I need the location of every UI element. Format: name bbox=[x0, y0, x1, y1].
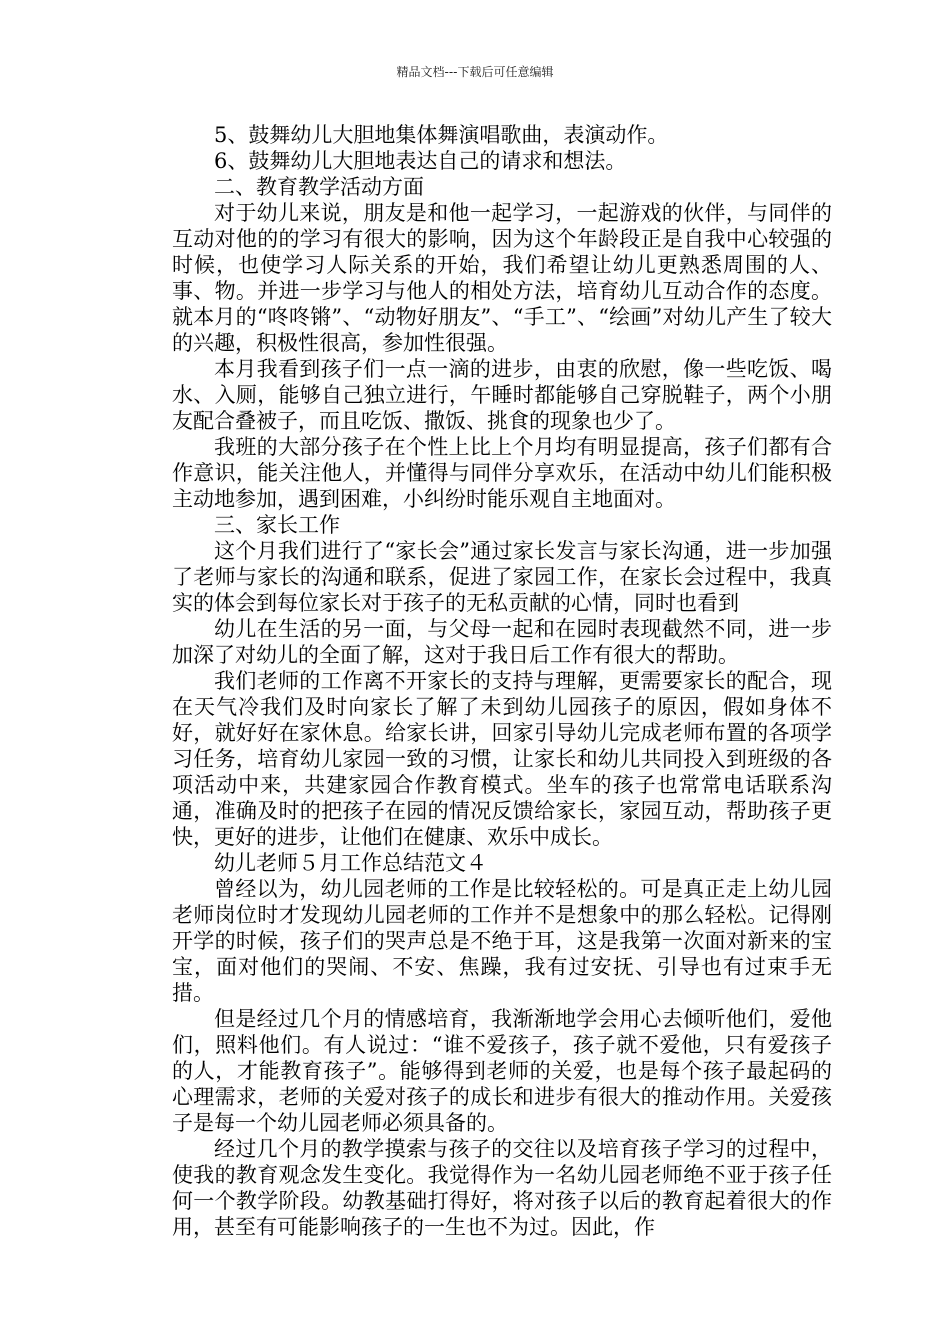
section-heading: 三、家长工作 bbox=[214, 513, 340, 537]
article-title: 幼儿老师５月工作总结范文４ bbox=[214, 851, 487, 875]
paragraph: 但是经过几个月的情感培育，我渐渐地学会用心去倾听他们，爱他们，照料他们。有人说过：“谁不爱孩子，孩子就不爱他，只有爱孩子的人，才能教育孩子”。能够得到老师的关爱，也是每个孩子最起码的心理需求，老师的关爱对孩子的成长和进步有很大的推动作用。关爱孩子是每一个幼儿园老师必须具备的。 bbox=[172, 1007, 832, 1135]
document-body bbox=[172, 122, 832, 1240]
paragraph: 曾经以为，幼儿园老师的工作是比较轻松的。可是真正走上幼儿园老师岗位时才发现幼儿园老师的工作并不是想象中的那么轻松。记得刚开学的时候，孩子们的哭声总是不绝于耳，这是我第一次面对新来的宝宝，面对他们的哭闹、不安、焦躁，我有过安抚、引导也有过束手无措。 bbox=[172, 877, 832, 1005]
section-heading: 二、教育教学活动方面 bbox=[214, 175, 424, 199]
page-header: 精品文档---下载后可任意编辑 bbox=[396, 65, 554, 79]
paragraph: 我班的大部分孩子在个性上比上个月均有明显提高，孩子们都有合作意识，能关注他人，并懂得与同伴分享欢乐，在活动中幼儿们能积极主动地参加，遇到困难，小纠纷时能乐观自主地面对。 bbox=[172, 435, 832, 511]
paragraph: 经过几个月的教学摸索与孩子的交往以及培育孩子学习的过程中，使我的教育观念发生变化。我觉得作为一名幼儿园老师绝不亚于孩子任何一个教学阶段。幼教基础打得好，将对孩子以后的教育起着很大的作用，甚至有可能影响孩子的一生也不为过。因此，作 bbox=[172, 1137, 832, 1239]
paragraph: 本月我看到孩子们一点一滴的进步，由衷的欣慰，像一些吃饭、喝水、入厕，能够自己独立进行，午睡时都能够自己穿脱鞋子，两个小朋友配合叠被子，而且吃饭、撒饭、挑食的现象也少了。 bbox=[172, 357, 832, 433]
paragraph: 幼儿在生活的另一面，与父母一起和在园时表现截然不同，进一步加深了对幼儿的全面了解，这对于我日后工作有很大的帮助。 bbox=[172, 617, 832, 667]
list-item: 6、鼓舞幼儿大胆地表达自己的请求和想法。 bbox=[214, 149, 627, 173]
paragraph: 对于幼儿来说，朋友是和他一起学习，一起游戏的伙伴，与同伴的互动对他的的学习有很大的影响，因为这个年龄段正是自我中心较强的时候，也使学习人际关系的开始，我们希望让幼儿更熟悉周围的人、事、物。并进一步学习与他人的相处方法，培育幼儿互动合作的态度。就本月的“咚咚锵”、“动物好朋友”、“手工”、“绘画”对幼儿产生了较大的兴趣，积极性很高，参加性很强。 bbox=[172, 201, 832, 355]
list-item: 5、鼓舞幼儿大胆地集体舞演唱歌曲，表演动作。 bbox=[214, 123, 669, 147]
paragraph: 这个月我们进行了“家长会”通过家长发言与家长沟通，进一步加强了老师与家长的沟通和联系，促进了家园工作，在家长会过程中，我真实的体会到每位家长对于孩子的无私贡献的心情，同时也看到 bbox=[172, 539, 832, 615]
paragraph: 我们老师的工作离不开家长的支持与理解，更需要家长的配合，现在天气冷我们及时向家长了解了未到幼儿园孩子的原因，假如身体不好，就好好在家休息。给家长讲，回家引导幼儿完成老师布置的各项学习任务，培育幼儿家园一致的习惯，让家长和幼儿共同投入到班级的各项活动中来，共建家园合作教育模式。坐车的孩子也常常电话联系沟通，准确及时的把孩子在园的情况反馈给家长，家园互动，帮助孩子更快，更好的进步，让他们在健康、欢乐中成长。 bbox=[172, 669, 832, 849]
